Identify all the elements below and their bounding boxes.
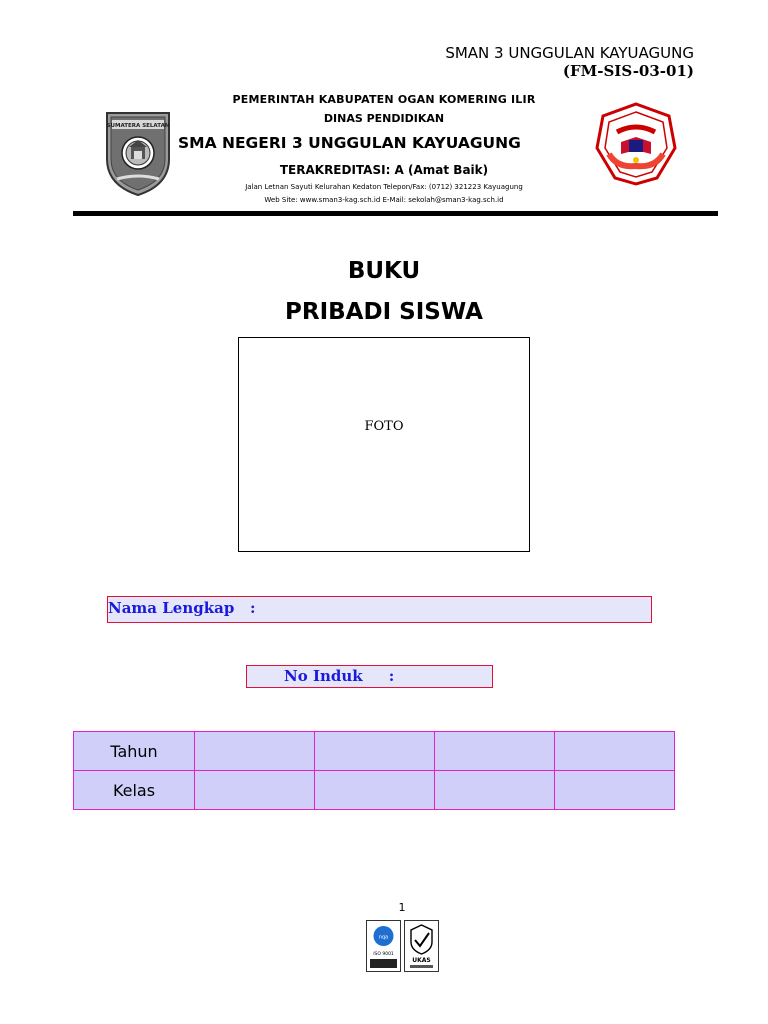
government-name: PEMERINTAH KABUPATEN OGAN KOMERING ILIR bbox=[232, 93, 536, 106]
page-number: 1 bbox=[398, 901, 406, 914]
title-line-2: PRIBADI SISWA bbox=[285, 299, 483, 325]
certification-logo-icon bbox=[366, 920, 439, 972]
photo-label: FOTO bbox=[364, 419, 404, 434]
table-cell[interactable] bbox=[435, 771, 555, 810]
school-website: Web Site: www.sman3-kag.sch.id E-Mail: sekolah@sman3-kag.sch.id bbox=[264, 196, 504, 204]
table-cell[interactable] bbox=[315, 771, 435, 810]
school-short-name: SMAN 3 UNGGULAN KAYUAGUNG bbox=[445, 44, 694, 62]
photo-box bbox=[238, 337, 530, 552]
row-label-tahun: Tahun bbox=[74, 732, 195, 771]
table-cell[interactable] bbox=[195, 771, 315, 810]
no-induk-label: No Induk : bbox=[284, 667, 395, 685]
school-name: SMA NEGERI 3 UNGGULAN KAYUAGUNG bbox=[178, 134, 521, 152]
row-label-kelas: Kelas bbox=[74, 771, 195, 810]
province-logo-text: SUMATERA SELATAN bbox=[106, 123, 170, 129]
title-line-1: BUKU bbox=[347, 258, 421, 284]
table-row bbox=[74, 732, 675, 771]
tahun-kelas-table bbox=[73, 731, 675, 810]
svg-text:nqa: nqa bbox=[378, 934, 389, 941]
table-cell[interactable] bbox=[555, 771, 675, 810]
form-code: (FM-SIS-03-01) bbox=[562, 62, 694, 80]
table-cell[interactable] bbox=[195, 732, 315, 771]
accreditation: TERAKREDITASI: A (Amat Baik) bbox=[279, 163, 489, 177]
department-name: DINAS PENDIDIKAN bbox=[323, 112, 445, 125]
cert-left-text: ISO 9001 bbox=[373, 952, 394, 957]
school-address: Jalan Letnan Sayuti Kelurahan Kedaton Telepon/Fax: (0712) 321223 Kayuagung bbox=[245, 183, 523, 191]
nama-lengkap-label: Nama Lengkap : bbox=[108, 599, 256, 617]
school-logo-icon bbox=[595, 102, 677, 186]
header-divider bbox=[73, 211, 718, 216]
province-logo-icon bbox=[103, 107, 173, 197]
no-induk-field[interactable] bbox=[246, 665, 493, 688]
nama-lengkap-field[interactable] bbox=[107, 596, 652, 623]
cert-right-text: UKAS bbox=[412, 957, 431, 964]
table-cell[interactable] bbox=[555, 732, 675, 771]
table-row bbox=[74, 771, 675, 810]
table-cell[interactable] bbox=[435, 732, 555, 771]
table-cell[interactable] bbox=[315, 732, 435, 771]
